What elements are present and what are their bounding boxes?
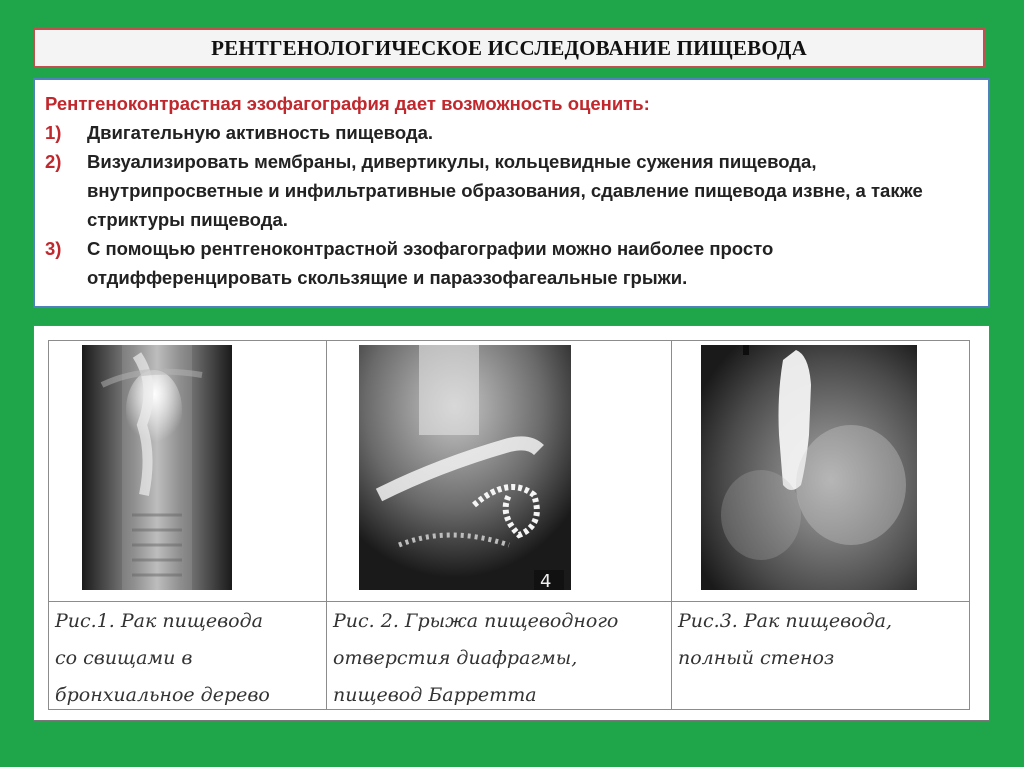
figure-cell-3 <box>671 341 969 709</box>
figure-caption-1: Рис.1. Рак пищевода со свищами в бронхиальное дерево <box>55 610 270 706</box>
xray-image-2 <box>359 345 571 590</box>
list-number: 1) <box>45 122 62 143</box>
list-item-1 <box>45 118 988 147</box>
svg-text:4: 4 <box>540 571 552 590</box>
list-item-3 <box>45 234 988 292</box>
photo-area <box>49 341 326 602</box>
slide-title: РЕНТГЕНОЛОГИЧЕСКОЕ ИССЛЕДОВАНИЕ ПИЩЕВОДА <box>211 35 807 60</box>
photo-area <box>327 341 671 602</box>
figure-cell-1 <box>49 341 326 709</box>
figure-caption-3: Рис.3. Рак пищевода, полный стеноз <box>678 610 893 669</box>
xray-image-1 <box>82 345 232 590</box>
intro-text: Рентгеноконтрастная эзофагография дает возможность оценить: <box>45 93 650 114</box>
list-text: Визуализировать мембраны, дивертикулы, кольцевидные сужения пищевода, внутрипросветные и инфильтративные образования, сдавление пищевода извне, а также стриктуры пищевода. <box>87 151 923 230</box>
list-number: 3) <box>45 238 62 259</box>
title-banner <box>33 28 985 68</box>
photo-area <box>672 341 969 602</box>
figure-table <box>48 340 970 710</box>
list-item-2 <box>45 147 988 234</box>
list-text: Двигательную активность пищевода. <box>87 122 434 143</box>
list-text: С помощью рентгеноконтрастной эзофагографии можно наиболее просто отдифференцировать скользящие и параэзофагеальные грыжи. <box>87 238 774 288</box>
figure-caption-2: Рис. 2. Грыжа пищеводного отверстия диафрагмы, пищевод Барретта <box>333 610 619 706</box>
xray-image-3 <box>701 345 917 590</box>
figure-panel <box>33 325 990 721</box>
figure-cell-2 <box>326 341 671 709</box>
text-panel <box>33 78 990 308</box>
list-number: 2) <box>45 151 62 172</box>
